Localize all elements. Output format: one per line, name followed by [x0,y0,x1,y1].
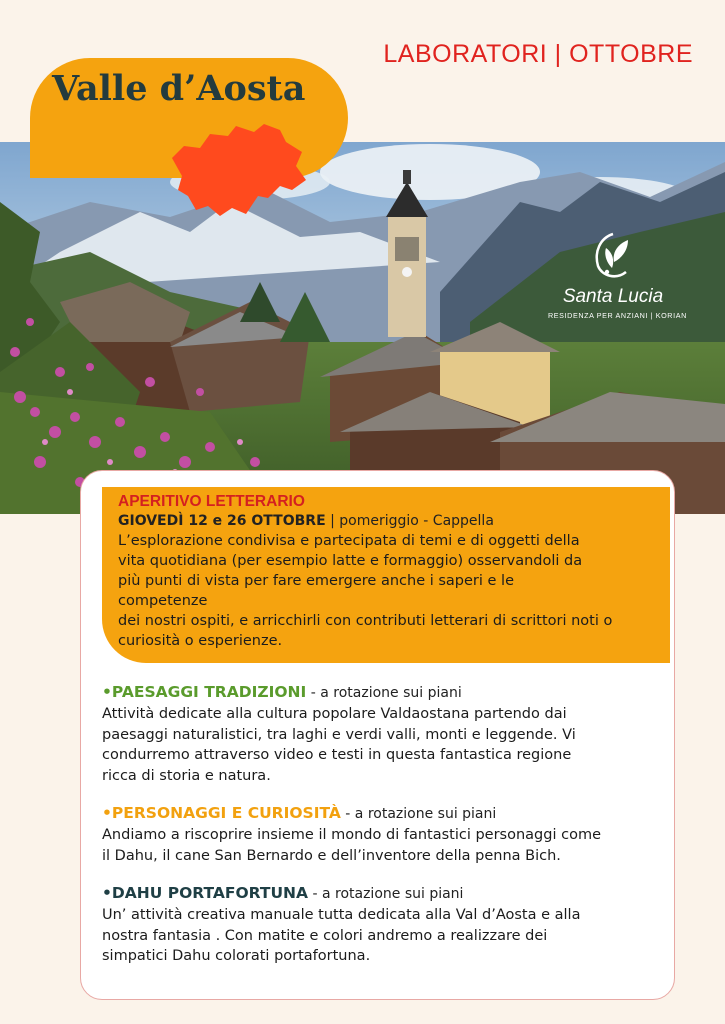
aperitivo-description [118,531,660,651]
aperitivo-panel [102,487,670,663]
aperitivo-line: vita quotidiana (per esempio latte e formaggio) osservandoli da [118,553,583,569]
activity-line: Un’ attività creativa manuale tutta dedicata alla Val d’Aosta e alla [102,907,581,923]
aperitivo-time-place: | pomeriggio - Cappella [325,513,494,529]
activity-paesaggi [102,682,662,786]
activity-dahu [102,883,662,967]
aperitivo-line: dei nostri ospiti, e arricchirli con contributi letterari di scrittori noti o [118,613,613,629]
aperitivo-title: APERITIVO LETTERARIO [118,493,305,510]
activity-heading [102,682,662,704]
activity-line: simpatici Dahu colorati portafortuna. [102,948,371,964]
activity-rotation: - a rotazione sui piani [306,685,462,701]
activity-name: PAESAGGI TRADIZIONI [111,683,307,701]
logo-subtitle: RESIDENZA PER ANZIANI | KORIAN [548,311,687,320]
aperitivo-line: L’esplorazione condivisa e partecipata di temi e di oggetti della [118,533,580,549]
aperitivo-line: competenze [118,593,208,609]
activity-name: DAHU PORTAFORTUNA [111,884,309,902]
activity-line: Andiamo a riscoprire insieme il mondo di fantastici personaggi come [102,827,601,843]
activity-description [102,704,662,786]
aperitivo-line: curiosità o esperienze. [118,633,283,649]
activity-line: condurremo attraverso video e testi in questa fantastica regione [102,747,572,763]
aperitivo-date: GIOVEDÌ 12 e 26 OTTOBRE [118,513,326,529]
activity-description [102,825,662,866]
activity-line: ricca di storia e natura. [102,767,271,784]
activity-line: paesaggi naturalistici, tra laghi e verdi valli, monti e leggende. Vi [102,726,576,743]
activity-bullet: • [102,683,112,701]
activity-description [102,905,662,967]
activity-heading [102,803,662,825]
aperitivo-line: più punti di vista per fare emergere anche i saperi e le [118,573,515,589]
activity-personaggi [102,803,662,866]
activity-bullet: • [102,884,112,902]
leaf-logo-icon [590,232,636,280]
header-label: LABORATORI | OTTOBRE [383,40,693,68]
region-map-icon [162,118,312,226]
page-title: Valle d’Aosta [52,68,306,109]
santa-lucia-logo [548,232,687,320]
activity-line: il Dahu, il cane San Bernardo e dell’inventore della penna Bich. [102,847,561,864]
activity-line: nostra fantasia . Con matite e colori andremo a realizzare dei [102,927,548,944]
logo-name: Santa Lucia [562,286,664,307]
activity-line: Attività dedicate alla cultura popolare Valdaostana partendo dai [102,706,567,722]
activity-rotation: - a rotazione sui piani [340,806,497,822]
activity-heading [102,883,662,905]
landscape-photo [0,142,725,514]
activity-list [102,682,662,984]
activity-name: PERSONAGGI E CURIOSITÀ [111,804,341,822]
aperitivo-date-line [118,511,660,531]
activity-bullet: • [102,804,112,822]
activity-rotation: - a rotazione sui piani [308,886,464,902]
